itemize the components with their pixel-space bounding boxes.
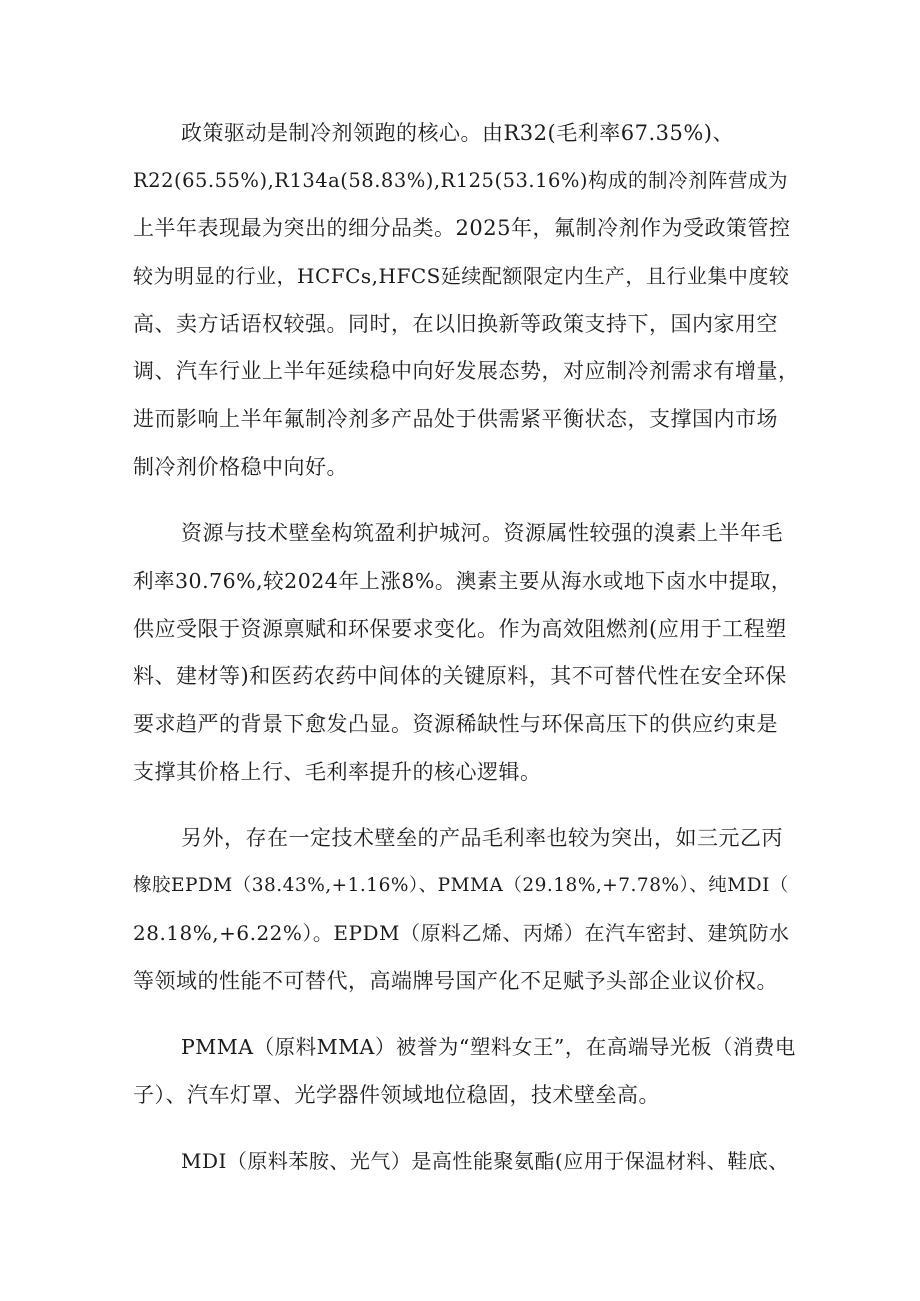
paragraph-2-line-5: 要求趋严的背景下愈发凸显。资源稀缺性与环保高压下的供应约束是 — [133, 712, 778, 736]
paragraph-2-line-3: 供应受限于资源禀赋和环保要求变化。作为高效阻燃剂(应用于工程塑 — [133, 617, 787, 641]
paragraph-1-line-3: 上半年表现最为突出的细分品类。2025年，氟制冷剂作为受政策管控 — [133, 216, 791, 240]
paragraph-2-line-4: 料、建材等)和医药农药中间体的关键原料，其不可替代性在安全环保 — [133, 664, 787, 688]
paragraph-1-line-1: 政策驱动是制冷剂领跑的核心。由R32(毛利率67.35%)、 — [181, 121, 734, 145]
paragraph-4-line-2: 子）、汽车灯罩、光学器件领域地位稳固，技术壁垒高。 — [133, 1083, 660, 1107]
paragraph-2-line-2: 利率30.76%,较2024年上涨8%。澳素主要从海水或地下卤水中提取， — [133, 569, 792, 593]
paragraph-1-line-6: 调、汽车行业上半年延续稳中向好发展态势，对应制冷剂需求有增量， — [133, 359, 800, 383]
paragraph-1-line-2: R22(65.55%),R134a(58.83%),R125(53.16%)构成的制冷剂阵营成为 — [133, 169, 789, 192]
paragraph-1-line-4: 较为明显的行业，HCFCs,HFCS延续配额限定内生产，且行业集中度较 — [133, 264, 790, 288]
paragraph-5-line-1: MDI（原料苯胺、光气）是高性能聚氨酯(应用于保温材料、鞋底、 — [181, 1149, 789, 1173]
paragraph-1-line-7: 进而影响上半年氟制冷剂多产品处于供需紧平衡状态，支撑国内市场 — [133, 407, 778, 431]
paragraph-3-line-4: 等领域的性能不可替代，高端牌号国产化不足赋予头部企业议价权。 — [133, 969, 778, 993]
paragraph-3-line-1: 另外，存在一定技术壁垒的产品毛利率也较为突出，如三元乙丙 — [181, 826, 783, 850]
paragraph-2-line-6: 支撑其价格上行、毛利率提升的核心逻辑。 — [133, 760, 542, 784]
paragraph-3-line-3: 28.18%,+6.22%）。EPDM（原料乙烯、丙烯）在汽车密封、建筑防水 — [133, 921, 790, 945]
paragraph-1-line-8: 制冷剂价格稳中向好。 — [133, 455, 348, 479]
paragraph-1-line-5: 高、卖方话语权较强。同时，在以旧换新等政策支持下，国内家用空 — [133, 312, 778, 336]
paragraph-2-line-1: 资源与技术壁垒构筑盈利护城河。资源属性较强的溴素上半年毛 — [181, 521, 783, 545]
paragraph-4-line-1: PMMA（原料MMA）被誉为“塑料女王”，在高端导光板（消费电 — [181, 1035, 796, 1059]
paragraph-3-line-2: 橡胶EPDM（38.43%,+1.16%）、PMMA（29.18%,+7.78%）、纯MDI（ — [133, 875, 789, 896]
